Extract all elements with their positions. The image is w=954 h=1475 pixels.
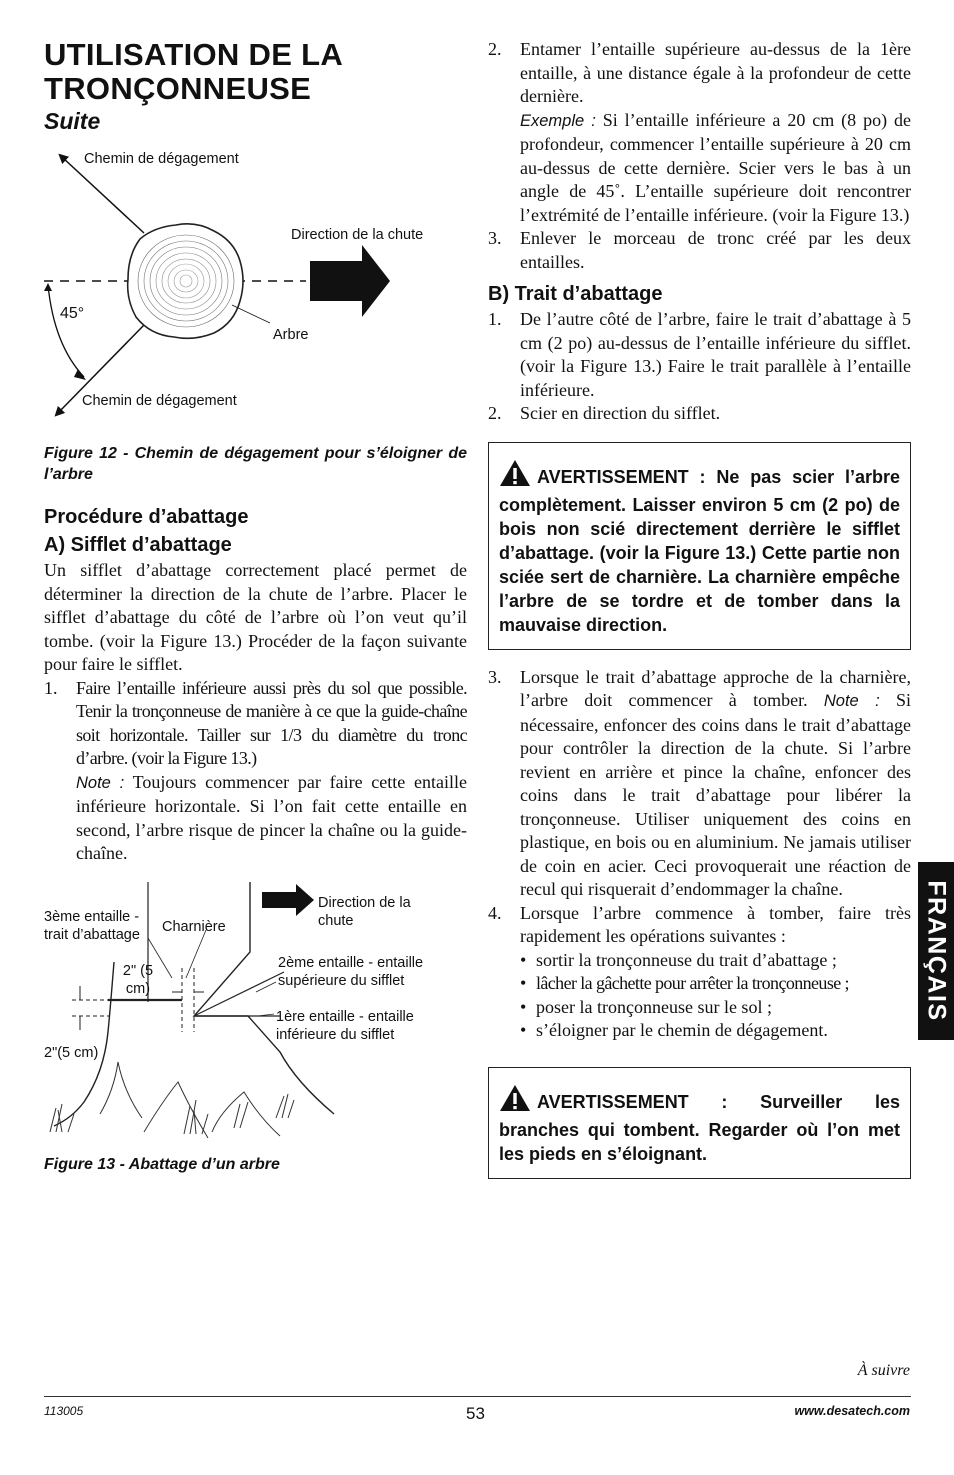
label-dim-left: 2"(5 cm) (44, 1044, 99, 1061)
grass-icon (50, 1094, 294, 1134)
section-b-item-3: 3. Lorsque le trait d’abattage approche de la charnière, l’arbre doit commencer à tomber. Note : Si nécessaire, enfoncer des coins dans le trait d’abattage pour contrôler la direction de la chute. Si l’arbre revient en arrière et pince la chaîne, enfoncer des coins dans le trait d’abattage pour libérer la tronçonneuse. Utiliser uniquement des coins en plastique, en bois ou en aluminium. Ne jamais utiliser de coin en acier. Ceci provoquerait une réaction de recul qui risquerait d’endommager la chaîne. (488, 666, 912, 899)
title-line-1: UTILISATION DE LA (44, 37, 344, 72)
footer-url: www.desatech.com (794, 1404, 910, 1418)
label-fall-direction: Direction de la chute (291, 227, 424, 243)
page-title (44, 38, 467, 106)
procedure-heading: Procédure d’abattage (44, 506, 249, 528)
language-side-tab: FRANÇAIS (918, 862, 954, 1040)
section-a-item-1: 1. Faire l’entaille inférieure aussi près du sol que possible. Tenir la tronçonneuse de manière à ce que la guide-chaîne soit horizontale. Tailler sur 1/3 du diamètre du tronc d’arbre. (voir la Figure 13.) Note : Toujours commencer par faire cette entaille inférieure horizontale. Si l’on fait cette entaille en second, l’arbre risque de pincer la chaîne ou la guide-chaîne. (44, 677, 467, 863)
label-angle: 45° (60, 305, 85, 322)
warning-1-text: AVERTISSEMENT : Ne pas scier l’arbre complètement. Laisser environ 5 cm (2 po) de bois non scié directement derrière le sifflet d’abattage. (voir la Figure 13.) Cette partie non sciée sert de charnière. La charnière empêche l’arbre de se tordre et de tomber dans la mauvaise direction. (499, 466, 900, 635)
fall-direction-arrow-icon (310, 245, 390, 317)
label-escape-bottom: Chemin de dégagement (82, 393, 237, 409)
warning-2-text: AVERTISSEMENT : Surveiller les branches qui tombent. Regarder où l’on met les pieds en s’éloignant. (499, 1091, 900, 1164)
label-dim-top: 2" (5 cm) (122, 962, 154, 997)
label-first-cut: 1ère entaille - entaille inférieure du sifflet (276, 1008, 414, 1043)
label-hinge: Charnière (162, 918, 226, 935)
figure-12 (44, 145, 467, 435)
section-a-item-1-text: Faire l’entaille inférieure aussi près du sol que possible. Tenir la tronçonneuse de manière à ce que la guide-chaîne soit horizontale. Tailler sur 1/3 du diamètre du tronc d’arbre. (voir la Figure 13.) (76, 677, 467, 768)
left-column (44, 38, 467, 1175)
section-a-item-2-text: Entamer l’entaille supérieure au-dessus de la 1ère entaille, à une distance égale à la profondeur de cette dernière. (520, 39, 911, 106)
fall-direction-arrow-icon (262, 884, 314, 916)
label-third-cut: 3ème entaille - trait d’abattage (44, 908, 140, 943)
warning-box-2 (488, 1067, 911, 1179)
example-label: Exemple : (520, 111, 596, 130)
section-a-intro: Un sifflet d’abattage correctement placé permet de déterminer la direction de la chute de l’arbre. Placer le sifflet d’abattage du côté de l’arbre où l’on veut qu’il tombe. (voir la Figure 13.) Procéder de la façon suivante pour faire le sifflet. (44, 560, 467, 674)
continue-note: À suivre (857, 1362, 910, 1379)
footer-code: 113005 (44, 1404, 84, 1418)
section-b-item-1: 1. De l’autre côté de l’arbre, faire le trait d’abattage à 5 cm (2 po) au-dessus de l’entaille inférieure du sifflet. (voir la Figure 13.) Faire le trait parallèle à l’entaille inférieure. (488, 309, 911, 400)
section-a-item-1-note: Toujours commencer par faire cette entaille inférieure horizontale. Si l’on fait cette entaille en second, l’arbre risque de pincer la chaîne ou la guide-chaîne. (76, 771, 467, 863)
footer-divider (44, 1396, 911, 1397)
section-a-item-2-example: Si l’entaille inférieure a 20 cm (8 po) de profondeur, commencer l’entaille supérieure à 20 cm au-dessus de cette dernière. Scier vers le bas à un angle de 45˚. L’entaille supérieure doit rencontrer l’extrémité de l’entaille inférieure. (voir la Figure 13.) (520, 109, 911, 225)
section-b-heading: B) Trait d’abattage (488, 283, 663, 305)
label-escape-top: Chemin de dégagement (84, 151, 239, 167)
note-label: Note : (76, 773, 125, 792)
title-line-2: TRONÇONNEUSE (44, 71, 312, 106)
section-a-item-2: 2. Entamer l’entaille supérieure au-dessus de la 1ère entaille, à une distance égale à la profondeur de cette dernière. Exemple : Si l’entaille inférieure a 20 cm (8 po) de profondeur, commencer l’entaille supérieure à 20 cm au-dessus de cette dernière. Scier vers le bas à un angle de 45˚. L’entaille supérieure doit rencontrer l’extrémité de l’entaille inférieure. (voir la Figure 13.) (488, 39, 911, 225)
section-a-heading: A) Sifflet d’abattage (44, 534, 232, 556)
right-column (488, 38, 911, 1179)
warning-triangle-icon (499, 1084, 531, 1118)
warning-triangle-icon (499, 459, 531, 493)
label-second-cut: 2ème entaille - entaille supérieure du sifflet (278, 954, 424, 989)
list-item: • poser la tronçonneuse sur le sol ; (520, 996, 772, 1017)
list-item: • lâcher la gâchette pour arrêter la tronçonneuse ; (520, 973, 849, 993)
figure-12-caption: Figure 12 - Chemin de dégagement pour s’éloigner de l’arbre (44, 445, 467, 483)
section-b-item-4: 4. Lorsque l’arbre commence à tomber, faire très rapidement les opérations suivantes : (488, 902, 911, 946)
tree-rings-icon (128, 224, 243, 338)
warning-box-1 (488, 442, 911, 650)
page-number: 53 (466, 1404, 485, 1423)
page-subtitle: Suite (44, 108, 101, 134)
list-item: • s’éloigner par le chemin de dégagement. (520, 1020, 828, 1040)
list-item: • sortir la tronçonneuse du trait d’abattage ; (520, 949, 837, 970)
note-label: Note : (823, 692, 880, 710)
figure-12-drawing (44, 145, 467, 435)
section-b-item-2: 2. Scier en direction du sifflet. (488, 403, 721, 423)
label-fall-direction-13: Direction de la chute (318, 894, 411, 929)
figure-13 (44, 882, 467, 1152)
label-tree: Arbre (273, 327, 309, 343)
angle-arc (48, 285, 84, 377)
figure-13-caption: Figure 13 - Abattage d’un arbre (44, 1155, 280, 1173)
escape-path-top-arrow (62, 157, 144, 233)
section-a-item-3: 3. Enlever le morceau de tronc créé par les deux entailles. (488, 228, 911, 272)
